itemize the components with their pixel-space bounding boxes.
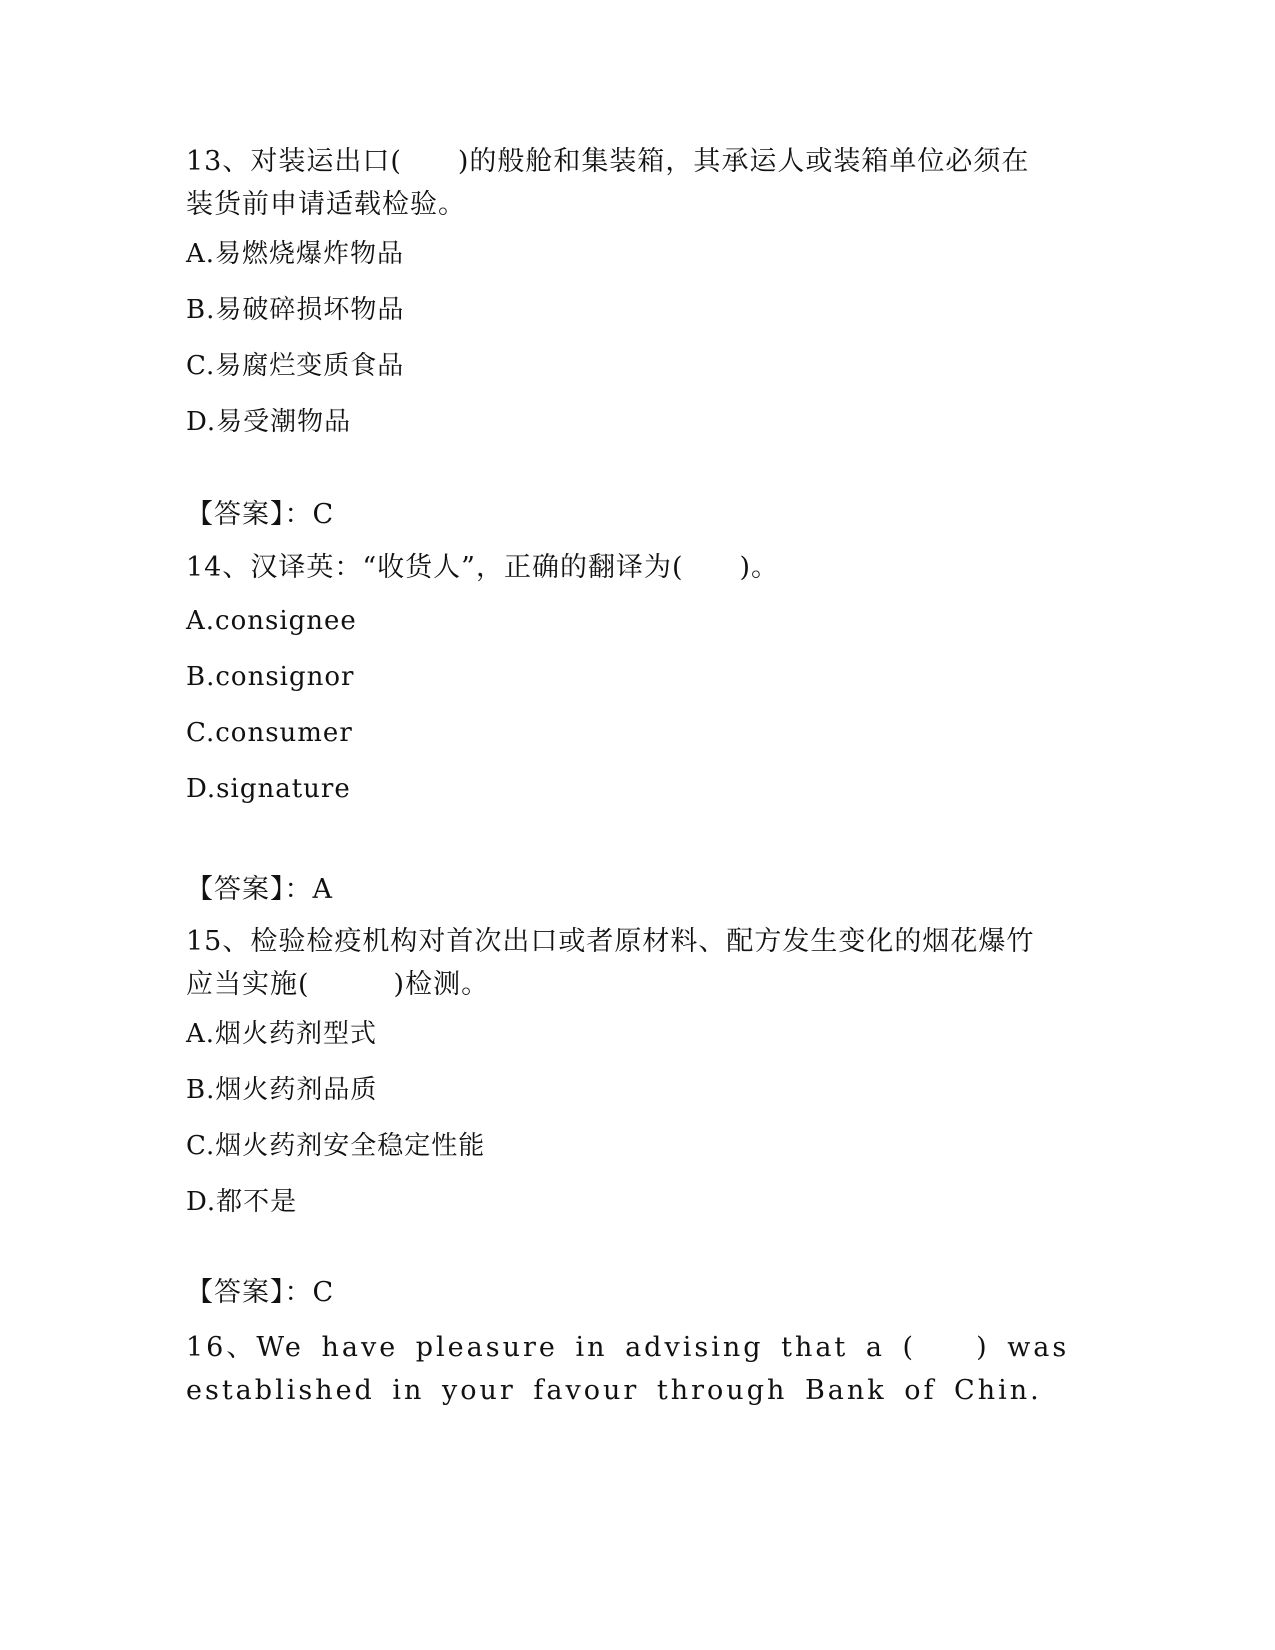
question-stem-line-1: 16、We have pleasure in advising that a ( ) was xyxy=(186,1332,1070,1363)
option-a: A.consignee xyxy=(186,606,357,636)
option-list xyxy=(186,234,1086,458)
question-15 xyxy=(186,920,1086,1238)
question-stem-line-2: established in your favour through Bank of Chin. xyxy=(186,1375,1042,1406)
question-stem: 15、检验检疫机构对首次出口或者原材料、配方发生变化的烟花爆竹应当实施( )检测。 xyxy=(186,926,1035,1000)
option-d: D.易受潮物品 xyxy=(186,407,352,437)
option-c: C.易腐烂变质食品 xyxy=(186,351,405,381)
option-a: A.烟火药剂型式 xyxy=(186,1019,378,1049)
question-14 xyxy=(186,546,1086,825)
option-d: D.都不是 xyxy=(186,1187,298,1217)
option-b: B.易破碎损坏物品 xyxy=(186,295,405,325)
answer-15: 【答案】：C xyxy=(186,1277,335,1308)
option-c: C.烟火药剂安全稳定性能 xyxy=(186,1131,486,1161)
option-list xyxy=(186,601,1086,825)
question-stem: 13、对装运出口( )的般舱和集装箱，其承运人或装箱单位必须在装货前申请适载检验。 xyxy=(186,146,1030,220)
option-b: B.烟火药剂品质 xyxy=(186,1075,378,1105)
answer-14: 【答案】：A xyxy=(186,874,333,905)
answer-13: 【答案】：C xyxy=(186,499,335,530)
option-list xyxy=(186,1014,1086,1238)
option-a: A.易燃烧爆炸物品 xyxy=(186,239,405,269)
option-b: B.consignor xyxy=(186,662,355,692)
option-d: D.signature xyxy=(186,774,351,804)
question-16 xyxy=(186,1326,1106,1412)
question-stem: 14、汉译英：“收货人”，正确的翻译为( )。 xyxy=(186,552,780,583)
question-13 xyxy=(186,140,1086,458)
option-c: C.consumer xyxy=(186,718,353,748)
